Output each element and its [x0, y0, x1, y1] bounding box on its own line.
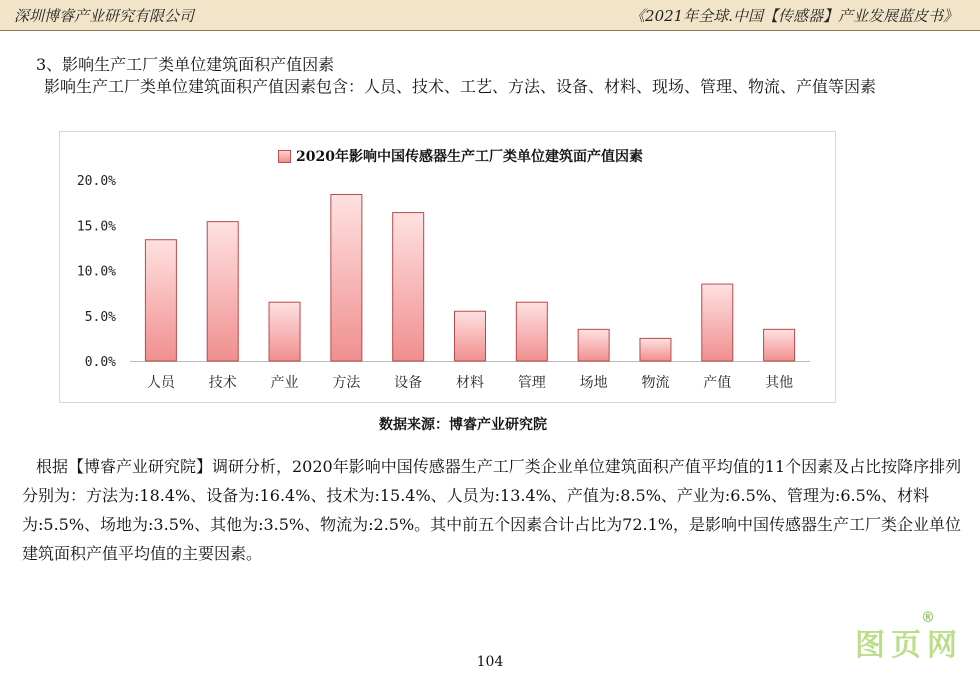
- x-tick-label: 管理: [517, 375, 546, 391]
- watermark-text: 图页网: [855, 628, 963, 663]
- bar-3: [331, 194, 362, 361]
- page-number: 104: [476, 654, 504, 670]
- chart-canvas: [60, 132, 835, 402]
- bar-0: [145, 240, 176, 361]
- bar-4: [393, 213, 424, 361]
- header-report-title: 《2021年全球.中国【传感器】产业发展蓝皮书》: [630, 7, 958, 25]
- x-tick-label: 产业: [270, 375, 299, 391]
- page-header: [0, 0, 980, 31]
- section-title: 3、影响生产工厂类单位建筑面积产值因素: [36, 55, 335, 74]
- chart-legend: [278, 146, 643, 166]
- bar-1: [207, 222, 238, 361]
- analysis-paragraph: 根据【博睿产业研究院】调研分析，2020年影响中国传感器生产工厂类企业单位建筑面积产值平均值的11个因素及占比按降序排列分别为：方法为:18.4%、设备为:16.4%、技术为:15.4%、人员为:13.4%、产值为:8.5%、产业为:6.5%、管理为:6.5%、材料为:5.5%、场地为:3.5%、其他为:3.5%、物流为:2.5%。其中前五个因素合计占比为72.1%，是影响中国传感器生产工厂类企业单位建筑面积产值平均值的主要因素。: [22, 457, 962, 563]
- header-company: 深圳博睿产业研究有限公司: [14, 7, 195, 25]
- y-tick-label: 0.0%: [84, 355, 116, 370]
- bar-7: [578, 329, 609, 361]
- legend-label: 2020年影响中国传感器生产工厂类单位建筑面产值因素: [296, 149, 643, 165]
- bar-5: [455, 311, 486, 361]
- x-tick-label: 技术: [208, 375, 237, 391]
- x-tick-label: 物流: [641, 375, 670, 391]
- watermark-logo: [855, 610, 963, 664]
- x-tick-label: 设备: [394, 375, 423, 391]
- bar-8: [640, 338, 671, 361]
- x-tick-label: 其他: [765, 375, 794, 391]
- x-tick-label: 产值: [703, 375, 732, 391]
- bar-6: [516, 302, 547, 361]
- y-tick-label: 15.0%: [76, 219, 116, 235]
- y-tick-label: 20.0%: [76, 174, 116, 189]
- x-tick-label: 场地: [579, 375, 608, 391]
- intro-paragraph: 影响生产工厂类单位建筑面积产值因素包含：人员、技术、工艺、方法、设备、材料、现场、管理、物流、产值等因素: [44, 77, 877, 96]
- bar-10: [764, 329, 795, 361]
- registered-mark: ®: [921, 610, 941, 626]
- x-tick-label: 材料: [456, 375, 484, 391]
- x-tick-label: 方法: [332, 375, 361, 391]
- bar-9: [702, 284, 733, 361]
- y-tick-label: 10.0%: [76, 264, 116, 280]
- bar-2: [269, 302, 300, 361]
- legend-swatch: [278, 150, 291, 163]
- y-tick-label: 5.0%: [84, 309, 116, 325]
- x-tick-label: 人员: [146, 375, 175, 391]
- data-source-note: 数据来源：博睿产业研究院: [379, 417, 547, 433]
- bar-chart: [59, 131, 836, 403]
